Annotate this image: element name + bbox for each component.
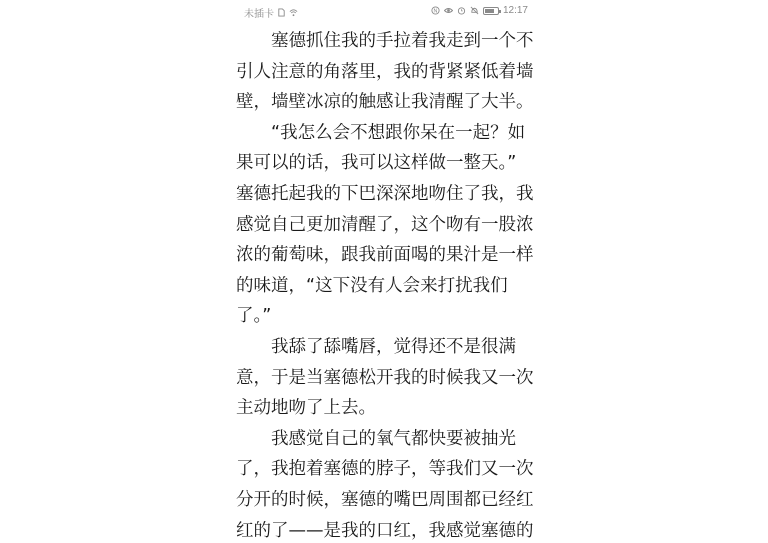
battery-level	[485, 9, 494, 13]
alarm-icon	[457, 6, 466, 15]
status-left	[244, 5, 298, 20]
status-time: 12:17	[502, 5, 528, 16]
sim-icon	[277, 8, 286, 17]
text-line: 引人注意的角落里，我的背紧紧低着墙	[236, 61, 534, 82]
carrier-label: 未插卡	[244, 9, 274, 20]
paragraph	[236, 118, 536, 332]
mute-icon	[470, 6, 479, 15]
text-line: 壁，墙壁冰凉的触感让我清醒了大半。	[236, 92, 534, 113]
status-right	[431, 5, 528, 16]
text-line: 红的了——是我的口红，我感觉塞德的	[236, 520, 534, 541]
paragraph	[236, 424, 536, 543]
reader-content	[236, 26, 536, 543]
text-line: 我舔了舔嘴唇，觉得还不是很满	[271, 336, 516, 357]
text-line: 主动地吻了上去。	[236, 398, 376, 419]
text-line: 塞德抓住我的手拉着我走到一个不	[271, 31, 534, 51]
text-line: 感觉自己更加清醒了，这个吻有一股浓	[236, 214, 534, 235]
text-line: 塞德托起我的下巴深深地吻住了我，我	[236, 183, 534, 204]
text-line: 意，于是当塞德松开我的时候我又一次	[236, 367, 534, 388]
paragraph	[236, 332, 536, 424]
battery-icon	[483, 7, 499, 15]
text-line: 了。”	[236, 306, 272, 327]
wifi-icon	[289, 8, 298, 17]
text-line: 分开的时候，塞德的嘴巴周围都已经红	[236, 489, 534, 510]
text-line: 了，我抱着塞德的脖子，等我们又一次	[236, 459, 534, 480]
text-line: 果可以的话，我可以这样做一整天。”	[236, 153, 517, 174]
text-line: 的味道，“这下没有人会来打扰我们	[236, 275, 508, 296]
paragraph	[236, 26, 536, 118]
status-bar	[226, 0, 542, 22]
text-line: “我怎么会不想跟你呆在一起？如	[271, 122, 526, 143]
phone-screen	[226, 0, 542, 543]
text-line: 我感觉自己的氧气都快要被抽光	[271, 428, 516, 449]
svg-text:N: N	[433, 8, 438, 15]
text-line: 浓的葡萄味，跟我前面喝的果汁是一样	[236, 245, 534, 266]
nfc-icon	[431, 6, 440, 15]
eye-icon	[444, 6, 453, 15]
